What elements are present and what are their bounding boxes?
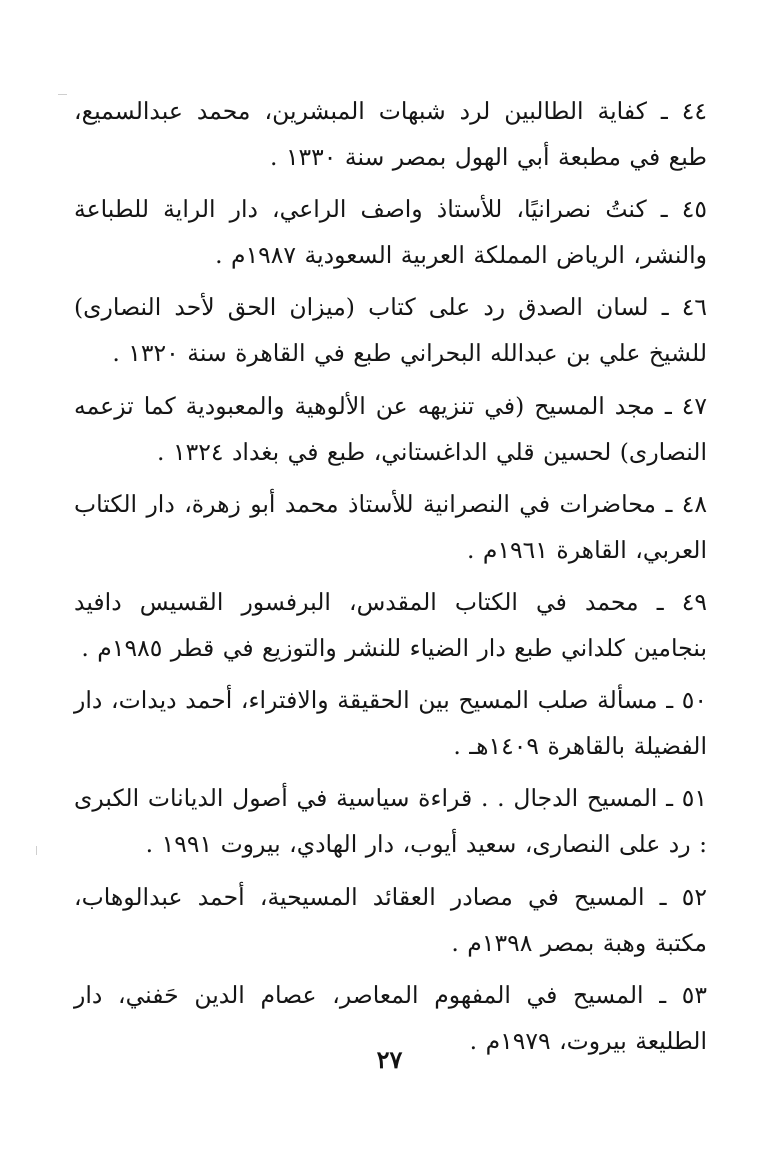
bibliography-entry-53: ٥٣ ـ المسيح في المفهوم المعاصر، عصام الدين حَفني، دار الطليعة بيروت، ١٩٧٩م .	[74, 980, 707, 1055]
scan-speck	[58, 94, 67, 95]
page-number: ٢٧	[376, 1045, 403, 1074]
bibliography-entry-52: ٥٢ ـ المسيح في مصادر العقائد المسيحية، أحمد عبدالوهاب، مكتبة وهبة بمصر ١٣٩٨م .	[74, 882, 707, 957]
bibliography-entry-49: ٤٩ ـ محمد في الكتاب المقدس، البرفسور القسيس دافيد بنجامين كلداني طبع دار الضياء للنشر والتوزيع في قطر ١٩٨٥م .	[74, 587, 707, 662]
bibliography-entry-48: ٤٨ ـ محاضرات في النصرانية للأستاذ محمد أبو زهرة، دار الكتاب العربي، القاهرة ١٩٦١م .	[74, 489, 707, 564]
bibliography-entry-51: ٥١ ـ المسيح الدجال . . قراءة سياسية في أصول الديانات الكبرى : رد على النصارى، سعيد أيوب، دار الهادي، بيروت ١٩٩١ .	[74, 784, 707, 859]
bibliography-entry-47: ٤٧ ـ مجد المسيح (في تنزيهه عن الألوهية والمعبودية كما تزعمه النصارى) لحسين قلي الداغستاني، طبع في بغداد ١٣٢٤ .	[74, 391, 707, 466]
bibliography-entry-46: ٤٦ ـ لسان الصدق رد على كتاب (ميزان الحق لأحد النصارى) للشيخ علي بن عبدالله البحراني طبع في القاهرة سنة ١٣٢٠ .	[74, 293, 707, 368]
bibliography-list	[74, 88, 707, 1070]
bibliography-entry-45: ٤٥ ـ كنتُ نصرانيًا، للأستاذ واصف الراعي، دار الراية للطباعة والنشر، الرياض المملكة العربية السعودية ١٩٨٧م .	[74, 195, 707, 270]
bibliography-entry-44: ٤٤ ـ كفاية الطالبين لرد شبهات المبشرين، محمد عبدالسميع، طبع في مطبعة أبي الهول بمصر سنة ١٣٣٠ .	[74, 97, 707, 171]
bibliography-entry-50: ٥٠ ـ مسألة صلب المسيح بين الحقيقة والافتراء، أحمد ديدات، دار الفضيلة بالقاهرة ١٤٠٩هـ .	[74, 686, 707, 761]
scan-speck	[36, 846, 37, 855]
